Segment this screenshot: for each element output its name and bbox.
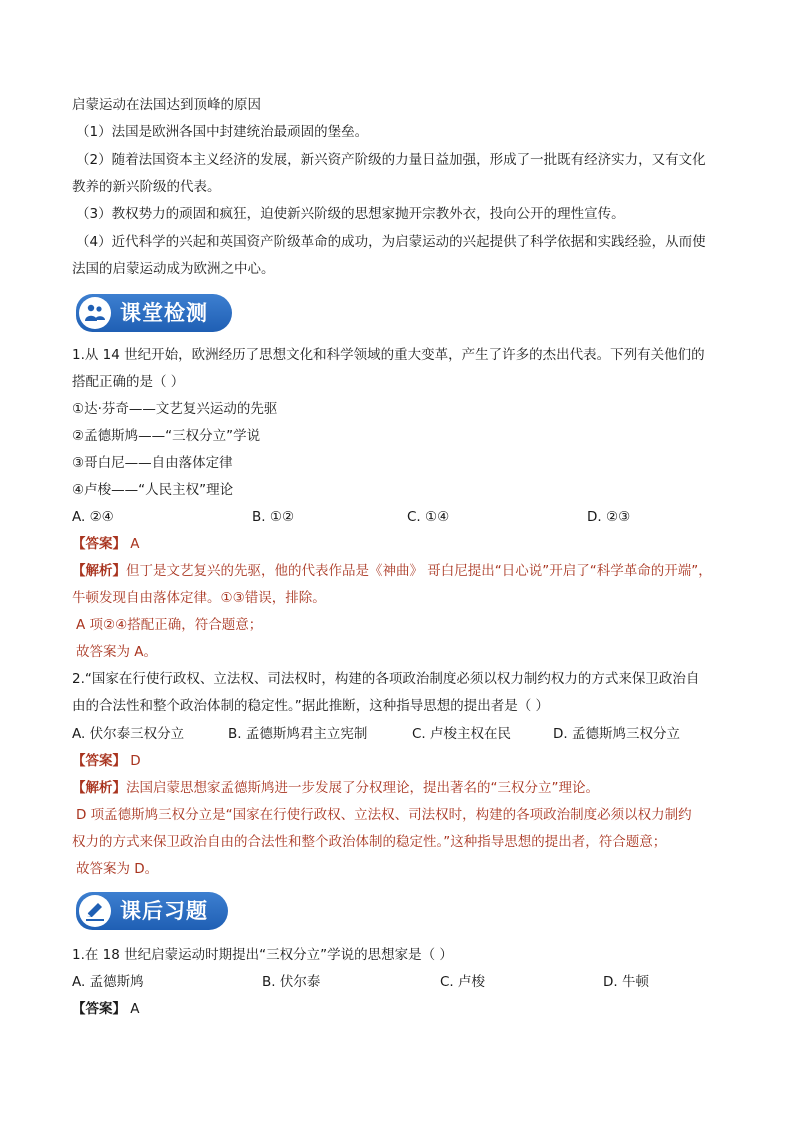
intro-heading: 启蒙运动在法国达到顶峰的原因	[72, 97, 261, 113]
q3-answer: A	[130, 1001, 140, 1017]
q1-analysis-b: 牛顿发现自由落体定律。①③错误，排除。	[72, 590, 326, 606]
q1-analysis-a	[72, 561, 712, 581]
q1-answer: A	[130, 536, 140, 552]
section-title: 课堂检测	[120, 301, 208, 325]
q3-option-d: D. 牛顿	[603, 974, 649, 990]
q2-analysis-text-a: 法国启蒙思想家孟德斯鸠进一步发展了分权理论，提出著名的“三权分立”理论。	[126, 780, 599, 796]
answer-tag: 【答案】	[72, 536, 126, 552]
q2-analysis-d: 故答案为 D。	[76, 861, 159, 877]
q3-option-c: C. 卢梭	[440, 974, 486, 990]
section-title: 课后习题	[120, 899, 208, 923]
q1-analysis-d: 故答案为 A。	[76, 644, 158, 660]
q2-option-c: C. 卢梭主权在民	[412, 726, 512, 742]
q3-stem: 1.在 18 世纪启蒙运动时期提出“三权分立”学说的思想家是（ ）	[72, 947, 453, 963]
q2-stem-b: 由的合法性和整个政治体制的稳定性。”据此推断，这种指导思想的提出者是（ ）	[72, 698, 550, 714]
q1-analysis-c: A 项②④搭配正确，符合题意；	[76, 617, 263, 633]
people-icon	[79, 297, 111, 329]
q2-stem-a: 2.“国家在行使行政权、立法权、司法权时，构建的各项政治制度必须以权力制约权力的方式来保卫政治自	[72, 671, 700, 687]
q1-item-4: ④卢梭——“人民主权”理论	[72, 482, 234, 498]
q2-analysis-b: D 项孟德斯鸠三权分立是“国家在行使行政权、立法权、司法权时，构建的各项政治制度必须以权力制约	[76, 807, 692, 823]
intro-paragraph-2a: （2）随着法国资本主义经济的发展，新兴资产阶级的力量日益加强，形成了一批既有经济实力，又有文化	[76, 152, 706, 168]
intro-paragraph-3: （3）教权势力的顽固和疯狂，迫使新兴阶级的思想家抛开宗教外衣，投向公开的理性宣传。	[76, 206, 625, 222]
q3-option-b: B. 伏尔泰	[262, 974, 321, 990]
q1-analysis-text-a: 但丁是文艺复兴的先驱，他的代表作品是《神曲》 哥白尼提出“日心说”开启了“科学革命的开端”，	[126, 563, 712, 579]
q1-item-1: ①达·芬奇——文艺复兴运动的先驱	[72, 401, 278, 417]
intro-paragraph-4a: （4）近代科学的兴起和英国资产阶级革命的成功，为启蒙运动的兴起提供了科学依据和实践经验，从而使	[76, 234, 706, 250]
q2-answer: D	[130, 753, 141, 769]
answer-tag: 【答案】	[72, 1001, 126, 1017]
q1-option-b: B. ①②	[252, 509, 295, 525]
pencil-icon	[79, 895, 111, 927]
q1-answer-line	[72, 534, 140, 554]
analysis-tag: 【解析】	[72, 780, 126, 796]
q3-option-a: A. 孟德斯鸠	[72, 974, 144, 990]
q1-option-a: A. ②④	[72, 509, 114, 525]
section-banner-homework	[76, 892, 228, 930]
intro-paragraph-2b: 教养的新兴阶级的代表。	[72, 179, 221, 195]
answer-tag: 【答案】	[72, 753, 126, 769]
q2-analysis-c: 权力的方式来保卫政治自由的合法性和整个政治体制的稳定性。”这种指导思想的提出者，符合题意；	[72, 834, 667, 850]
intro-paragraph-1: （1）法国是欧洲各国中封建统治最顽固的堡垒。	[76, 124, 369, 140]
intro-paragraph-4b: 法国的启蒙运动成为欧洲之中心。	[72, 261, 275, 277]
q1-item-2: ②孟德斯鸠——“三权分立”学说	[72, 428, 261, 444]
q2-analysis-a	[72, 778, 599, 798]
q1-option-d: D. ②③	[587, 509, 631, 525]
q3-answer-line	[72, 999, 140, 1019]
analysis-tag: 【解析】	[72, 563, 126, 579]
q1-stem-a: 1.从 14 世纪开始，欧洲经历了思想文化和科学领域的重大变革，产生了许多的杰出代表。下列有关他们的	[72, 347, 705, 363]
q1-option-c: C. ①④	[407, 509, 450, 525]
q2-option-a: A. 伏尔泰三权分立	[72, 726, 185, 742]
q2-option-d: D. 孟德斯鸠三权分立	[553, 726, 680, 742]
q2-option-b: B. 孟德斯鸠君主立宪制	[228, 726, 368, 742]
q2-answer-line	[72, 751, 141, 771]
q1-stem-b: 搭配正确的是（ ）	[72, 374, 185, 390]
q1-item-3: ③哥白尼——自由落体定律	[72, 455, 233, 471]
section-banner-class-check	[76, 294, 232, 332]
